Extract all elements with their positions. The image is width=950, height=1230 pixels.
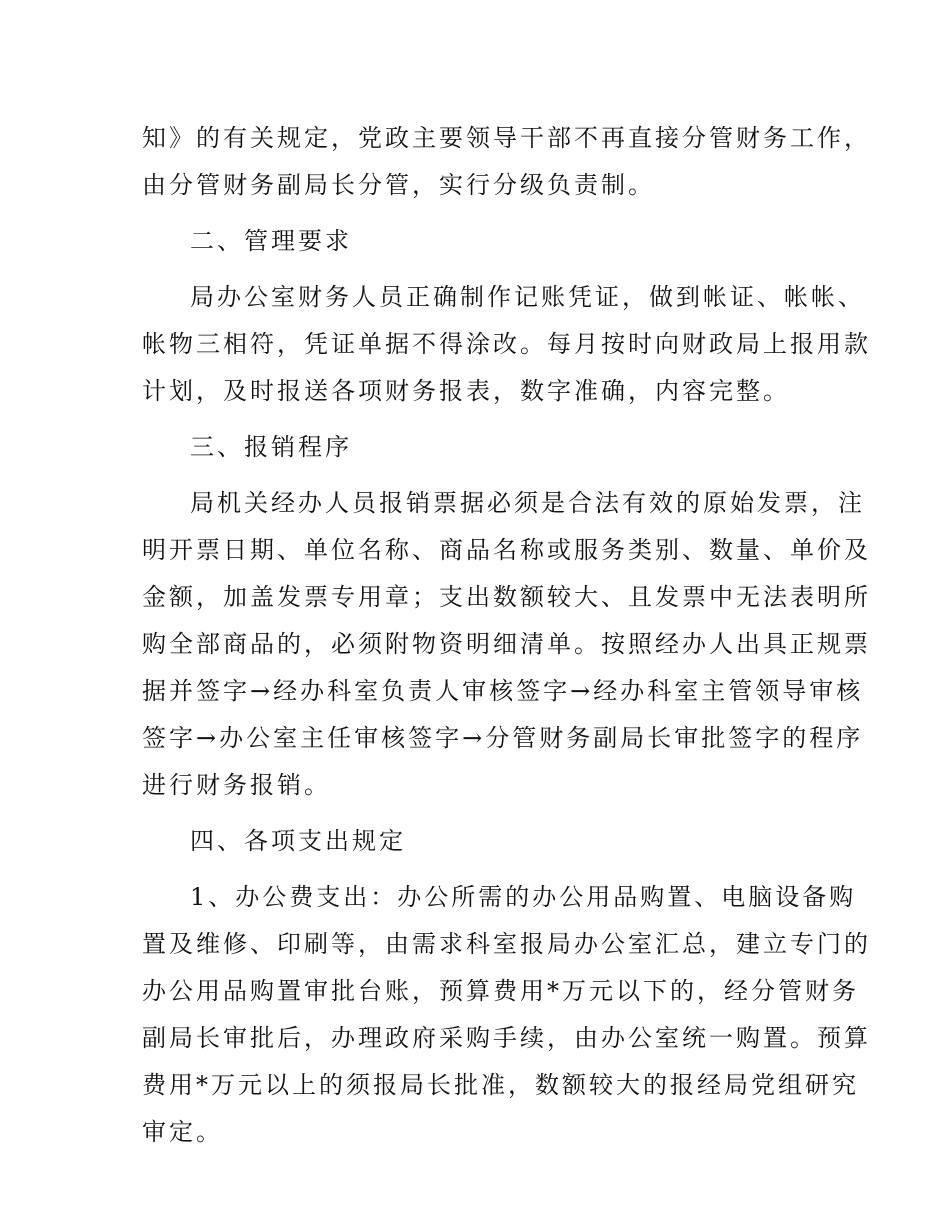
paragraph-line: 知》的有关规定，党政主要领导干部不再直接分管财务工作，: [142, 124, 871, 152]
paragraph-line: 副局长审批后，办理政府采购手续，由办公室统一购置。预算: [142, 1024, 871, 1052]
section-heading: 三、报销程序: [190, 433, 352, 461]
paragraph-line: 置及维修、印刷等，由需求科室报局办公室汇总，建立专门的: [142, 930, 871, 958]
paragraph-line: 签字→办公室主任审核签字→分管财务副局长审批签字的程序: [142, 724, 864, 752]
paragraph-3: [142, 480, 871, 809]
paragraph-line: 局办公室财务人员正确制作记账凭证，做到帐证、帐帐、: [190, 283, 865, 311]
paragraph-line: 由分管财务副局长分管，实行分级负责制。: [142, 171, 655, 199]
paragraph-line: 金额，加盖发票专用章；支出数额较大、且发票中无法表明所: [142, 583, 871, 611]
heading-reimbursement-procedure: [142, 424, 810, 471]
paragraph-2: [142, 274, 871, 415]
paragraph-line: 办公用品购置审批台账，预算费用*万元以下的，经分管财务: [142, 977, 859, 1005]
heading-management-requirements: [142, 218, 810, 265]
paragraph-line: 计划，及时报送各项财务报表，数字准确，内容完整。: [142, 377, 790, 405]
paragraph-line: 1、办公费支出：办公所需的办公用品购置、电脑设备购: [190, 883, 857, 911]
paragraph-line: 费用*万元以上的须报局长批准，数额较大的报经局党组研究: [142, 1071, 859, 1099]
paragraph-1: [142, 115, 871, 209]
paragraph-line: 审定。: [142, 1118, 223, 1146]
paragraph-line: 购全部商品的，必须附物资明细清单。按照经办人出具正规票: [142, 630, 871, 658]
paragraph-line: 据并签字→经办科室负责人审核签字→经办科室主管领导审核: [142, 677, 864, 705]
section-heading: 二、管理要求: [190, 227, 352, 255]
paragraph-4: [142, 874, 871, 1156]
paragraph-line: 明开票日期、单位名称、商品名称或服务类别、数量、单价及: [142, 536, 871, 564]
document-page: [142, 115, 871, 1156]
paragraph-line: 局机关经办人员报销票据必须是合法有效的原始发票，注: [190, 489, 865, 517]
section-heading: 四、各项支出规定: [190, 827, 406, 855]
paragraph-line: 帐物三相符，凭证单据不得涂改。每月按时向财政局上报用款: [142, 330, 871, 358]
heading-expenditure-rules: [142, 818, 810, 865]
paragraph-line: 进行财务报销。: [142, 771, 331, 799]
